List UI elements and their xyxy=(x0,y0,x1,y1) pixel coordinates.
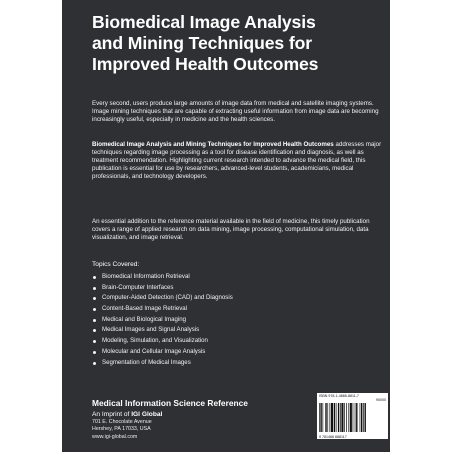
barcode-stripe xyxy=(365,403,366,432)
publisher-line xyxy=(92,410,272,419)
isbn-number: ISBN 978-1-4666-8811-7 xyxy=(319,394,359,398)
topic-item: Content-Based Image Retrieval xyxy=(92,304,352,315)
topics-heading: Topics Covered: xyxy=(92,261,140,268)
barcode-stripe xyxy=(323,403,324,432)
title-line-2: and Mining Techniques for xyxy=(92,33,313,53)
topic-item: Computer-Aided Detection (CAD) and Diagnosis xyxy=(92,293,352,304)
series-name: Medical Information Science Reference xyxy=(92,398,248,408)
barcode-stripe xyxy=(348,403,349,432)
barcode-stripe xyxy=(327,403,328,432)
barcode-stripe xyxy=(334,403,335,432)
address-city: Hershey, PA 17033, USA xyxy=(92,426,151,433)
description-book-title: Biomedical Image Analysis and Mining Techniques for Improved Health Outcomes xyxy=(92,141,334,148)
topics-list xyxy=(92,272,352,368)
barcode-icon xyxy=(319,399,386,433)
title-line-3: Improved Health Outcomes xyxy=(92,54,319,74)
topic-item: Medical and Biological Imaging xyxy=(92,315,352,326)
barcode-stripe xyxy=(344,403,345,432)
publisher-imprint xyxy=(92,398,272,441)
summary-paragraph: An essential addition to the reference material available in the field of medicine, this timely publication covers a range of applied research on data mining, image processing, computational simulation, data visualization, and image retrieval. xyxy=(92,218,370,242)
topic-item: Brain-Computer Interfaces xyxy=(92,283,352,294)
barcode-stripe xyxy=(338,403,339,432)
barcode-stripe xyxy=(363,403,364,432)
barcode-stripe xyxy=(353,403,354,432)
barcode-digits: 9 781466 688117 xyxy=(319,434,347,439)
publisher-name: IGI Global xyxy=(131,411,163,418)
isbn-label xyxy=(319,394,386,402)
title-line-1: Biomedical Image Analysis xyxy=(92,12,316,32)
barcode-stripe xyxy=(320,403,321,432)
barcode-stripe xyxy=(319,403,320,432)
imprint-prefix: An Imprint of xyxy=(92,411,132,418)
barcode-stripe xyxy=(355,403,356,432)
book-back-cover xyxy=(62,0,390,452)
intro-paragraph: Every second, users produce large amounts of image data from medical and satellite imaging systems. Image mining techniques that are capable of extracting useful information from image data are becoming increasingly useful, especially in medicine and the health sciences. xyxy=(92,100,379,124)
barcode-stripe xyxy=(341,403,343,432)
topic-item: Modeling, Simulation, and Visualization xyxy=(92,336,352,347)
barcode-stripe xyxy=(325,403,326,432)
topic-item: Molecular and Cellular Image Analysis xyxy=(92,347,352,358)
book-title xyxy=(92,12,382,75)
barcode-stripe xyxy=(356,403,357,432)
barcode-stripe xyxy=(360,403,361,432)
topic-item: Segmentation of Medical Images xyxy=(92,358,352,369)
address-street: 701 E. Chocolate Avenue xyxy=(92,419,152,425)
description-paragraph xyxy=(92,141,384,181)
publisher-website: www.igi-global.com xyxy=(92,433,138,440)
barcode-stripe xyxy=(331,403,333,432)
barcode-stripe xyxy=(336,403,337,432)
barcode-stripe xyxy=(361,403,362,432)
description-text: addresses major techniques regarding image processing as a tool for disease identification and diagnosis, as well as treatment recommendation. Highlighting current research intended to advance the medical field, this publication is essential for use by researchers, advanced-level students, academicians, medical professionals, and technology developers. xyxy=(92,141,382,181)
barcode-stripe xyxy=(350,403,352,432)
isbn-barcode xyxy=(317,393,388,439)
topic-item: Medical Images and Signal Analysis xyxy=(92,325,352,336)
barcode-stripe xyxy=(346,403,347,432)
barcode-stripe xyxy=(330,403,331,432)
topic-item: Biomedical Information Retrieval xyxy=(92,272,352,283)
barcode-stripe xyxy=(340,403,341,432)
price-code: 90000 xyxy=(376,398,386,402)
